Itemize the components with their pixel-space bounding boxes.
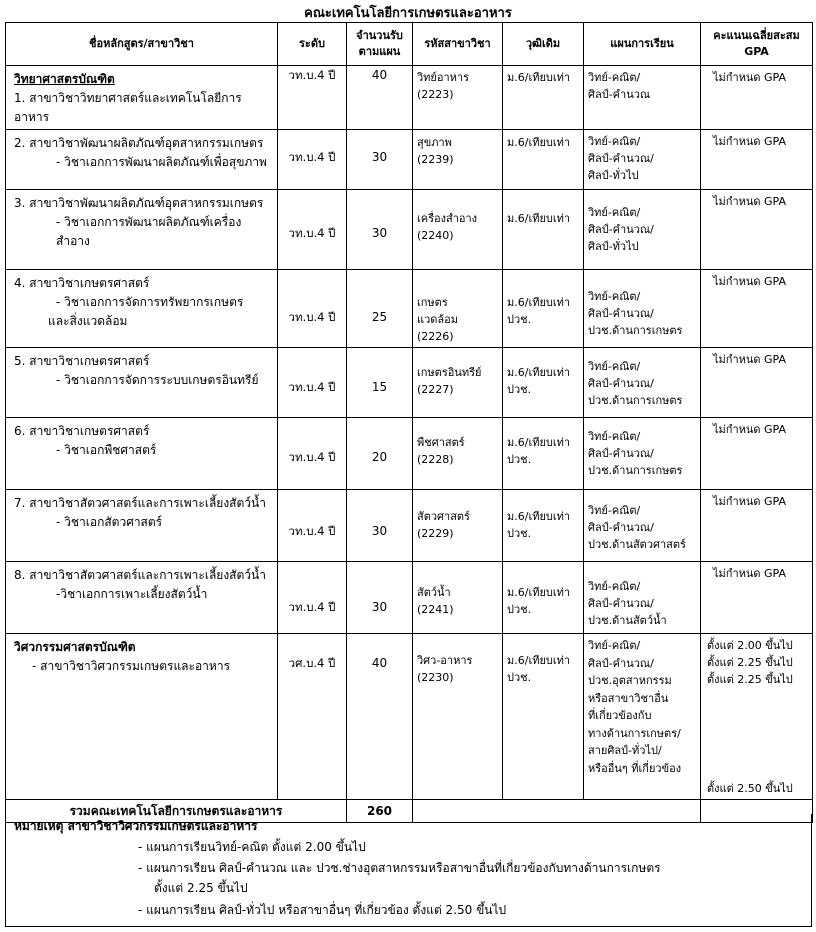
program-name-line: และสิ่งแวดล้อม [48, 314, 128, 328]
code-line: (2241) [417, 603, 454, 616]
table-header-row [6, 23, 813, 66]
qualification-line: ปวช. [507, 671, 532, 684]
plan-line: ศิลป์-คำนวณ/ [588, 152, 654, 165]
program-name-cell [6, 348, 278, 418]
code-cell [413, 66, 503, 130]
page-title: คณะเทคโนโลยีการเกษตรและอาหาร [304, 6, 512, 21]
seats-value: 30 [371, 150, 388, 164]
program-name-line: - วิชาเอกการพัฒนาผลิตภัณฑ์เพื่อสุขภาพ [56, 155, 267, 169]
gpa-cell [701, 634, 813, 800]
qualification-cell [503, 190, 584, 270]
seats-value: 30 [371, 600, 388, 614]
code-line: เกษตรอินทรีย์ [417, 366, 482, 379]
plan-line: วิทย์-คณิต/ [588, 206, 641, 219]
qualification-line: ม.6/เทียบเท่า [507, 654, 571, 667]
program-name-cell [6, 270, 278, 348]
gpa-value: ไม่กำหนด GPA [713, 135, 787, 148]
plan-line: วิทย์-คณิต/ [588, 580, 641, 593]
notes-heading: หมายเหตุ สาขาวิชาวิศวกรรมเกษตรและอาหาร [14, 819, 258, 833]
code-line: (2239) [417, 153, 454, 166]
plan-line: ศิลป์-คำนวณ/ [588, 307, 654, 320]
qualification-line: ม.6/เทียบเท่า [507, 586, 571, 599]
plan-line: วิทย์-คณิต/ [588, 71, 641, 84]
section-heading-engineering: วิศวกรรมศาสตรบัณฑิต [14, 640, 136, 654]
program-name-cell [6, 190, 278, 270]
plan-line: วิทย์-คณิต/ [588, 360, 641, 373]
seats-cell [347, 270, 413, 348]
program-name-line: 2. สาขาวิชาพัฒนาผลิตภัณฑ์อุตสาหกรรมเกษตร [14, 136, 264, 150]
code-line: (2223) [417, 88, 454, 101]
plan-line: ศิลป์-คำนวณ/ [588, 521, 654, 534]
gpa-value: ไม่กำหนด GPA [713, 495, 787, 508]
gpa-cell [701, 270, 813, 348]
qualification-cell [503, 66, 584, 130]
plan-line: วิทย์-คณิต/ [588, 290, 641, 303]
plan-line: วิทย์-คณิต/ [588, 430, 641, 443]
level-cell [278, 418, 347, 490]
plan-line: ปวช.ด้านการเกษตร [588, 324, 683, 337]
seats-cell [347, 562, 413, 634]
plan-line: ศิลป์-คำนวณ [588, 88, 651, 101]
code-cell [413, 130, 503, 190]
plan-line: ปวช.ด้านสัตวศาสตร์ [588, 538, 686, 551]
level-value: วท.บ.4 ปี [288, 310, 336, 324]
table-row [6, 190, 813, 270]
gpa-value: ไม่กำหนด GPA [713, 567, 787, 580]
program-name-line: 5. สาขาวิชาเกษตรศาสตร์ [14, 354, 150, 368]
qualification-cell [503, 634, 584, 800]
code-cell [413, 270, 503, 348]
code-line: (2228) [417, 453, 454, 466]
plan-line: ทางด้านการเกษตร/ [588, 726, 681, 740]
seats-cell [347, 66, 413, 130]
program-name-line: -วิชาเอกการเพาะเลี้ยงสัตว์น้ำ [56, 587, 208, 601]
plan-line: ปวช.ด้านการเกษตร [588, 394, 683, 407]
program-name-line: 6. สาขาวิชาเกษตรศาสตร์ [14, 424, 150, 438]
level-cell [278, 634, 347, 800]
plan-line: ศิลป์-คำนวณ/ [588, 223, 654, 236]
code-line: พืชศาสตร์ [417, 436, 465, 449]
plan-line: ปวช.อุตสาหกรรม [588, 674, 672, 687]
seats-cell [347, 130, 413, 190]
gpa-value: ไม่กำหนด GPA [713, 195, 787, 208]
plan-cell [584, 562, 701, 634]
seats-value: 30 [371, 524, 388, 538]
qualification-cell [503, 348, 584, 418]
plan-line: สายศิลป์-ทั่วไป/ [588, 744, 662, 757]
program-name-line: 4. สาขาวิชาเกษตรศาสตร์ [14, 276, 150, 290]
code-cell [413, 562, 503, 634]
plan-line: ที่เกี่ยวข้องกับ [588, 709, 652, 722]
total-value: 260 [347, 800, 413, 823]
level-cell [278, 130, 347, 190]
gpa-value: ไม่กำหนด GPA [713, 423, 787, 436]
seats-value: 15 [371, 380, 388, 394]
table-row [6, 634, 813, 800]
code-line: วิทย์อาหาร [417, 71, 469, 84]
section-heading-science: วิทยาศาสตรบัณฑิต [14, 72, 115, 86]
total-label: รวมคณะเทคโนโลยีการเกษตรและอาหาร [6, 800, 347, 823]
program-name-line: 1. สาขาวิชาวิทยาศาสตร์และเทคโนโลยีการอาหาร [14, 91, 242, 124]
plan-cell [584, 66, 701, 130]
plan-line: ศิลป์-คำนวณ/ [588, 656, 654, 670]
seats-cell [347, 348, 413, 418]
gpa-cell [701, 418, 813, 490]
plan-line: วิทย์-คณิต/ [588, 504, 641, 517]
code-cell [413, 418, 503, 490]
level-value: วท.บ.4 ปี [288, 450, 336, 464]
program-name-line: 7. สาขาวิชาสัตวศาสตร์และการเพาะเลี้ยงสัตว์น้ำ [14, 496, 266, 510]
header-level: ระดับ [278, 23, 347, 66]
plan-line: หรืออื่นๆ ที่เกี่ยวข้อง [588, 761, 682, 775]
gpa-line: ตั้งแต่ 2.25 ขึ้นไป [707, 673, 793, 686]
table-row [6, 270, 813, 348]
program-name-line: - วิชาเอกการจัดการทรัพยากรเกษตร [56, 295, 244, 309]
gpa-value: ไม่กำหนด GPA [713, 71, 787, 84]
level-cell [278, 270, 347, 348]
level-value: วท.บ.4 ปี [288, 150, 336, 164]
level-cell [278, 190, 347, 270]
gpa-cell [701, 66, 813, 130]
level-value: วท.บ.4 ปี [288, 380, 336, 394]
code-cell [413, 634, 503, 800]
qualification-line: ปวช. [507, 453, 532, 466]
gpa-value: ไม่กำหนด GPA [713, 275, 787, 288]
plan-line: ปวช.ด้านสัตว์น้ำ [588, 614, 667, 627]
seats-cell [347, 490, 413, 562]
code-line: (2226) [417, 330, 454, 343]
gpa-cell [701, 562, 813, 634]
plan-line: ศิลป์-คำนวณ/ [588, 447, 654, 460]
header-plan: แผนการเรียน [584, 23, 701, 66]
gpa-line: ตั้งแต่ 2.00 ขึ้นไป [707, 639, 793, 652]
seats-value: 20 [371, 450, 388, 464]
code-line: (2240) [417, 229, 454, 242]
level-value: วท.บ.4 ปี [288, 68, 336, 82]
program-name-cell [6, 418, 278, 490]
program-name-cell [6, 130, 278, 190]
code-cell [413, 490, 503, 562]
level-cell [278, 66, 347, 130]
header-code: รหัสสาขาวิชา [413, 23, 503, 66]
plan-cell [584, 490, 701, 562]
code-cell [413, 348, 503, 418]
plan-cell [584, 348, 701, 418]
code-line: (2227) [417, 383, 454, 396]
plan-line: ศิลป์-ทั่วไป [588, 169, 639, 182]
plan-cell [584, 418, 701, 490]
header-seats: จำนวนรับตามแผน [347, 23, 413, 66]
code-line: เกษตร [417, 296, 448, 309]
table-row [6, 348, 813, 418]
plan-line: ศิลป์-ทั่วไป [588, 240, 639, 253]
admission-table [5, 22, 813, 823]
code-cell [413, 190, 503, 270]
plan-line: ศิลป์-คำนวณ/ [588, 597, 654, 610]
program-name-line: - วิชาเอกสัตวศาสตร์ [56, 515, 163, 529]
plan-line: หรือสาขาวิชาอื่น [588, 691, 669, 705]
table-row [6, 66, 813, 130]
plan-line: วิทย์-คณิต/ [588, 639, 641, 652]
plan-cell [584, 634, 701, 800]
gpa-line: ตั้งแต่ 2.50 ขึ้นไป [707, 782, 793, 795]
note-line: - แผนการเรียน ศิลป์-ทั่วไป หรือสาขาอื่นๆ ที่เกี่ยวข้อง ตั้งแต่ 2.50 ขึ้นไป [138, 903, 507, 917]
program-name-cell [6, 66, 278, 130]
seats-value: 30 [371, 226, 388, 240]
program-name-line: 8. สาขาวิชาสัตวศาสตร์และการเพาะเลี้ยงสัตว์น้ำ [14, 568, 266, 582]
code-line: สุขภาพ [417, 136, 452, 149]
qualification-cell [503, 562, 584, 634]
program-name-line: - วิชาเอกพืชศาสตร์ [56, 443, 157, 457]
header-name: ชื่อหลักสูตร/สาขาวิชา [6, 23, 278, 66]
program-name-line: 3. สาขาวิชาพัฒนาผลิตภัณฑ์อุตสาหกรรมเกษตร [14, 196, 264, 210]
table-row [6, 130, 813, 190]
program-name-line: - สาขาวิชาวิศวกรรมเกษตรและอาหาร [32, 659, 231, 673]
note-line: ตั้งแต่ 2.25 ขึ้นไป [154, 881, 248, 895]
plan-cell [584, 190, 701, 270]
gpa-line: ตั้งแต่ 2.25 ขึ้นไป [707, 656, 793, 669]
header-gpa: คะแนนเฉลี่ยสะสม GPA [701, 23, 813, 66]
gpa-cell [701, 348, 813, 418]
qualification-cell [503, 490, 584, 562]
level-cell [278, 490, 347, 562]
program-name-cell [6, 490, 278, 562]
qualification-cell [503, 270, 584, 348]
qualification-line: ม.6/เทียบเท่า [507, 136, 571, 149]
seats-cell [347, 190, 413, 270]
program-name-cell [6, 634, 278, 800]
seats-value: 40 [371, 68, 388, 82]
seats-value: 25 [371, 310, 388, 324]
seats-cell [347, 418, 413, 490]
level-value: วท.บ.4 ปี [288, 524, 336, 538]
qualification-line: ม.6/เทียบเท่า [507, 436, 571, 449]
plan-cell [584, 130, 701, 190]
qualification-line: ม.6/เทียบเท่า [507, 212, 571, 225]
gpa-cell [701, 130, 813, 190]
code-line: (2230) [417, 671, 454, 684]
gpa-cell [701, 190, 813, 270]
level-value: วศ.บ.4 ปี [288, 656, 336, 670]
qualification-line: ปวช. [507, 383, 532, 396]
level-value: วท.บ.4 ปี [288, 226, 336, 240]
header-qualification: วุฒิเดิม [503, 23, 584, 66]
code-line: แวดล้อม [417, 313, 459, 326]
qualification-line: ม.6/เทียบเท่า [507, 296, 571, 309]
program-name-cell [6, 562, 278, 634]
gpa-cell [701, 490, 813, 562]
table-row [6, 490, 813, 562]
seats-value: 40 [371, 656, 388, 670]
level-value: วท.บ.4 ปี [288, 600, 336, 614]
program-name-line: - วิชาเอกการจัดการระบบเกษตรอินทรีย์ [56, 373, 259, 387]
plan-line: ปวช.ด้านการเกษตร [588, 464, 683, 477]
table-row [6, 418, 813, 490]
qualification-line: ม.6/เทียบเท่า [507, 366, 571, 379]
qualification-line: ม.6/เทียบเท่า [507, 71, 571, 84]
plan-cell [584, 270, 701, 348]
qualification-line: ปวช. [507, 313, 532, 326]
qualification-line: ม.6/เทียบเท่า [507, 510, 571, 523]
table-row [6, 562, 813, 634]
plan-line: ศิลป์-คำนวณ/ [588, 377, 654, 390]
code-line: วิศว-อาหาร [417, 654, 473, 667]
code-line: เครื่องสำอาง [417, 212, 478, 225]
level-cell [278, 562, 347, 634]
note-line: - แผนการเรียน ศิลป์-คำนวณ และ ปวช.ช่างอุตสาหกรรมหรือสาขาอื่นที่เกี่ยวข้องกับทางด้านการเกษตร [138, 861, 661, 875]
seats-cell [347, 634, 413, 800]
code-line: สัตว์น้ำ [417, 586, 451, 599]
note-line: - แผนการเรียนวิทย์-คณิต ตั้งแต่ 2.00 ขึ้นไป [138, 840, 366, 854]
program-name-line: - วิชาเอกการพัฒนาผลิตภัณฑ์เครื่องสำอาง [56, 215, 242, 248]
notes-box [5, 814, 812, 927]
code-line: สัตวศาสตร์ [417, 510, 470, 523]
qualification-line: ปวช. [507, 603, 532, 616]
plan-line: วิทย์-คณิต/ [588, 135, 641, 148]
qualification-line: ปวช. [507, 527, 532, 540]
gpa-value: ไม่กำหนด GPA [713, 353, 787, 366]
qualification-cell [503, 130, 584, 190]
level-cell [278, 348, 347, 418]
code-line: (2229) [417, 527, 454, 540]
qualification-cell [503, 418, 584, 490]
